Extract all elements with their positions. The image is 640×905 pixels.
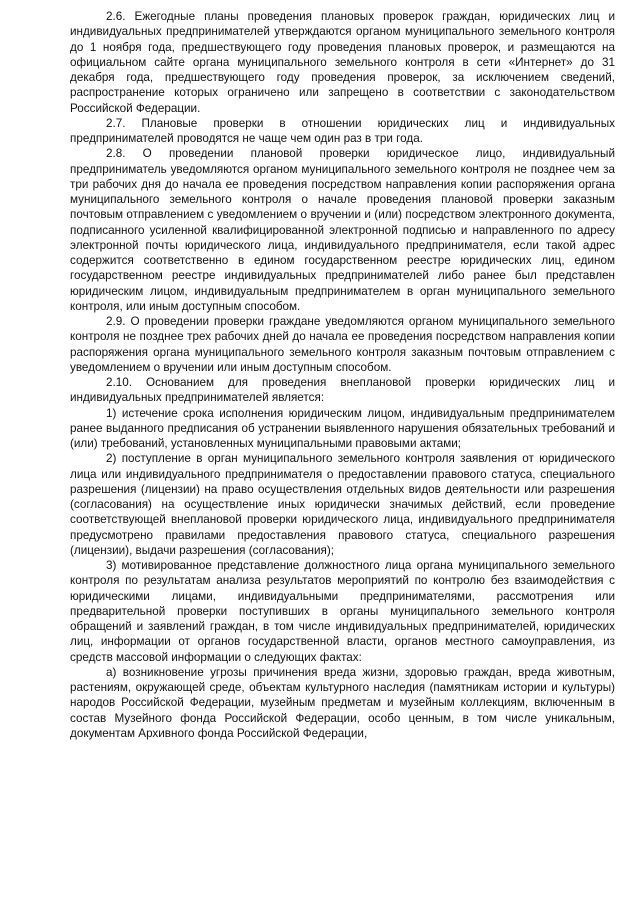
paragraph-2-8: 2.8. О проведении плановой проверки юридическое лицо, индивидуальный предприниматель уведомляются органом муниципального земельного контроля не позднее чем за три рабочих дня до начала ее проведения посредством направления копии распоряжения органа муниципального земельного контроля о начале проведения плановой проверки заказным почтовым отправлением с уведомлением о вручении и (или) посредством электронного документа, подписанного усиленной квалифицированной электронной подписью и направленного по адресу электронной почты юридического лица, индивидуального предпринимателя, если такой адрес содержится соответственно в едином государственном реестре юридических лиц, едином государственном реестре индивидуальных предпринимателей либо ранее был представлен юридическим лицом, индивидуальным предпринимателем в орган муниципального земельного контроля, или иным доступным способом. (70, 147, 615, 313)
paragraph-2-6: 2.6. Ежегодные планы проведения плановых проверок граждан, юридических лиц и индивидуальных предпринимателей утверждаются органом муниципального земельного контроля до 1 ноября года, предшествующего году проведения плановых проверок, и размещаются на официальном сайте органа муниципального земельного контроля в сети «Интернет» до 31 декабря года, предшествующего году проведения проверок, за исключением сведений, распространение которых ограничено или запрещено в соответствии с законодательством Российской Федерации. (70, 10, 615, 115)
paragraph-2-7: 2.7. Плановые проверки в отношении юридических лиц и индивидуальных предпринимателей проводятся не чаще чем один раз в три года. (70, 116, 615, 145)
paragraph-2-9: 2.9. О проведении проверки граждане уведомляются органом муниципального земельного контроля не позднее трех рабочих дней до начала ее проведения посредством направления копии распоряжения органа муниципального земельного контроля заказным почтовым отправлением с уведомлением о вручении или иным доступным способом. (70, 315, 615, 374)
list-item-1: 1) истечение срока исполнения юридическим лицом, индивидуальным предпринимателем ранее выданного предписания об устранении выявленного нарушения обязательных требований и (или) требований, установленных муниципальными правовыми актами; (70, 406, 615, 450)
list-item-3a: а) возникновение угрозы причинения вреда жизни, здоровью граждан, вреда животным, растениям, окружающей среде, объектам культурного наследия (памятникам истории и культуры) народов Российской Федерации, музейным предметам и музейным коллекциям, включенным в состав Музейного фонда Российской Федерации, особо ценным, в том числе уникальным, документам Архивного фонда Российской Федерации, (70, 665, 615, 740)
list-item-3: 3) мотивированное представление должностного лица органа муниципального земельного контроля по результатам анализа результатов мероприятий по контролю без взаимодействия с юридическими лицами, индивидуальными предпринимателями, рассмотрения или предварительной проверки поступивших в органы муниципального земельного контроля обращений и заявлений граждан, в том числе индивидуальных предпринимателей, юридических лиц, информации от органов государственной власти, органов местного самоуправления, из средств массовой информации о следующих фактах: (70, 559, 615, 664)
paragraph-2-10: 2.10. Основанием для проведения внеплановой проверки юридических лиц и индивидуальных предпринимателей является: (70, 376, 615, 405)
list-item-2: 2) поступление в орган муниципального земельного контроля заявления от юридического лица или индивидуального предпринимателя о предоставлении правового статуса, специального разрешения (лицензии) на право осуществления отдельных видов деятельности или разрешения (согласования) на осуществление иных юридически значимых действий, если проведение соответствующей внеплановой проверки юридического лица, индивидуального предпринимателя предусмотрено правилами предоставления правового статуса, специального разрешения (лицензии), выдачи разрешения (согласования); (70, 452, 615, 557)
